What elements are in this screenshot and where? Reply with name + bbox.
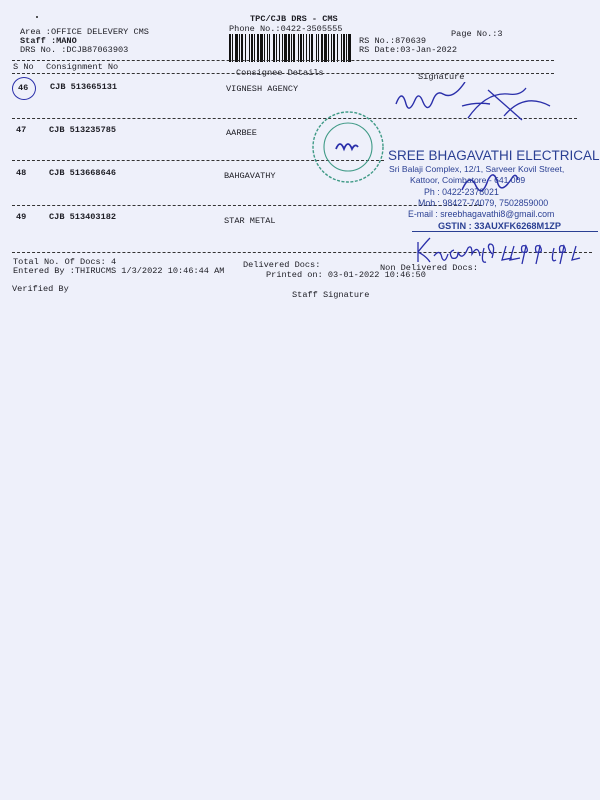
rs-number: RS No.:870639 (359, 36, 427, 46)
stamp-mobile: Mob : 98427-74079, 7502859000 (418, 198, 549, 208)
row-consignment: CJB 513668646 (49, 168, 117, 178)
barcode-bar (321, 34, 323, 62)
drs-number: DRS No. :DCJB87063903 (20, 45, 129, 55)
barcode-bar (309, 34, 310, 62)
col-sno: S No (13, 62, 34, 72)
page-number: Page No.:3 (451, 29, 503, 39)
staff-label: Staff :MANO (20, 36, 77, 46)
barcode-bar (346, 34, 347, 62)
barcode-bar (257, 34, 259, 62)
delivered-docs: Delivered Docs: (243, 260, 321, 270)
barcode-bar (254, 34, 255, 62)
row-consignment: CJB 513665131 (50, 82, 118, 92)
stamp-underline (412, 231, 598, 232)
barcode-bar (328, 34, 329, 62)
barcode-bar (245, 34, 246, 62)
barcode-bar (235, 34, 238, 62)
barcode-bar (249, 34, 250, 62)
barcode-bar (284, 34, 287, 62)
barcode-bar (343, 34, 345, 62)
barcode-bar (306, 34, 307, 62)
barcode-bar (267, 34, 268, 62)
stamp-phone: Ph : 0422-2378021 (424, 187, 499, 197)
phone-number: Phone No.:0422-3505555 (229, 24, 343, 34)
barcode-bar (316, 34, 317, 62)
barcode-bar (298, 34, 299, 62)
handwritten-signature (392, 82, 564, 130)
speck (36, 16, 38, 18)
total-docs: Total No. Of Docs: 4 (13, 257, 117, 267)
round-seal (310, 109, 386, 185)
row-consignee: STAR METAL (224, 216, 276, 226)
barcode-bar (318, 34, 319, 62)
stamp-city: Kattoor, Coimbatore - 641 009 (410, 175, 526, 185)
divider (12, 60, 554, 61)
barcode (228, 34, 354, 62)
barcode-bar (276, 34, 277, 62)
barcode-bar (333, 34, 335, 62)
barcode-bar (232, 34, 233, 62)
handwritten-note (414, 234, 584, 270)
stamp-company-name: SREE BHAGAVATHI ELECTRICAL (388, 148, 600, 163)
barcode-bar (288, 34, 290, 62)
row-sno: 49 (16, 212, 27, 222)
barcode-bar (282, 34, 283, 62)
stamp-address: Sri Balaji Complex, 12/1, Sarveer Kovil Street, (389, 164, 565, 174)
barcode-bar (229, 34, 231, 62)
barcode-bar (311, 34, 313, 62)
col-consignee: Consignee Details (236, 68, 324, 78)
non-delivered-docs: Non Delivered Docs: (380, 263, 478, 273)
barcode-bar (264, 34, 265, 62)
row-consignment: CJB 513403182 (49, 212, 117, 222)
barcode-bar (300, 34, 302, 62)
barcode-bar (337, 34, 338, 62)
barcode-bar (279, 34, 280, 62)
row-consignment: CJB 513235785 (49, 125, 117, 135)
barcode-bar (260, 34, 263, 62)
barcode-bar (303, 34, 304, 62)
divider (12, 205, 482, 206)
barcode-bar (348, 34, 351, 62)
barcode-bar (241, 34, 243, 62)
printed-on: Printed on: 03-01-2022 10:46:50 (266, 270, 426, 280)
area-label: Area :OFFICE DELEVERY CMS (20, 27, 149, 37)
row-consignee: VIGNESH AGENCY (226, 84, 299, 94)
barcode-bar (291, 34, 292, 62)
stamp-email: E-mail : sreebhagavathi8@gmail.com (408, 209, 555, 219)
rs-date: RS Date:03-Jan-2022 (359, 45, 457, 55)
row-consignee: BAHGAVATHY (224, 171, 276, 181)
col-signature: Signature (418, 72, 465, 82)
row-sno: 47 (16, 125, 27, 135)
barcode-bar (251, 34, 253, 62)
col-consignment: Consignment No (46, 62, 119, 72)
divider (12, 73, 554, 74)
barcode-bar (239, 34, 240, 62)
barcode-bar (269, 34, 270, 62)
verified-by: Verified By (12, 284, 69, 294)
barcode-bar (341, 34, 342, 62)
report-title: TPC/CJB DRS - CMS (250, 14, 338, 24)
row-sno: 46 (18, 83, 29, 93)
barcode-bar (273, 34, 275, 62)
barcode-bar (324, 34, 327, 62)
entered-by: Entered By :THIRUCMS 1/3/2022 10:46:44 AM (13, 266, 225, 276)
staff-signature: Staff Signature (292, 290, 370, 300)
barcode-bar (331, 34, 332, 62)
row-consignee: AARBEE (226, 128, 257, 138)
stamp-gstin: GSTIN : 33AUXFK6268M1ZP (438, 221, 562, 231)
row-sno: 48 (16, 168, 27, 178)
barcode-bar (293, 34, 295, 62)
